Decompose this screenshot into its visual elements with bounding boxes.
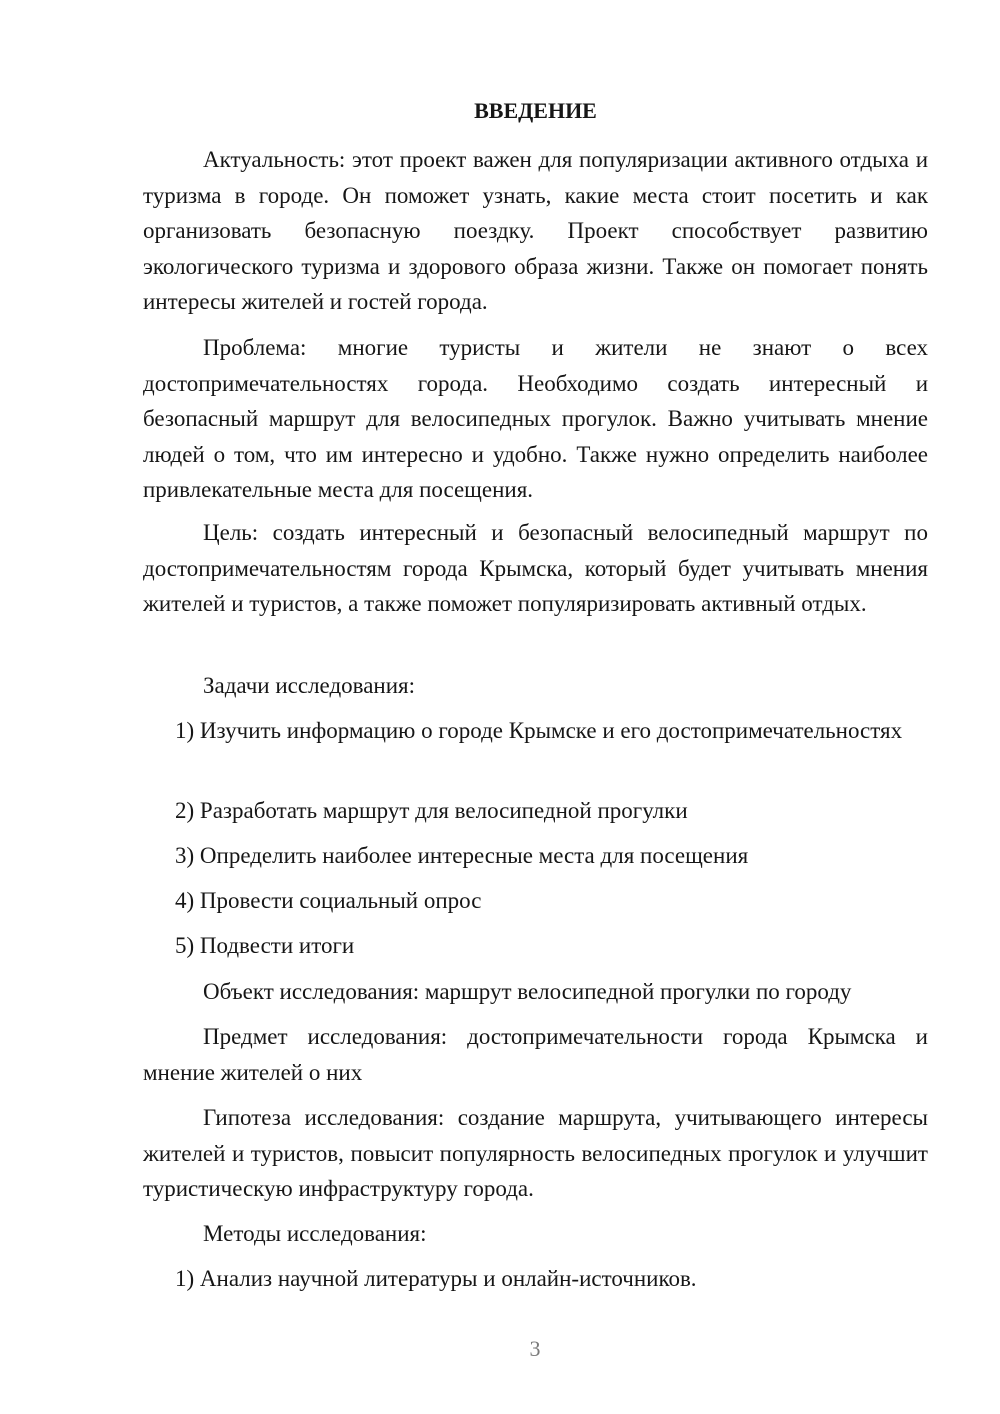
paragraph-relevance: Актуальность: этот проект важен для популяризации активного отдыха и туризма в городе. Он поможет узнать, какие места стоит посетить и как организовать безопасную поездку. Проект способствует развитию экологического туризма и здорового образа жизни. Также он помогает понять интересы жителей и гостей города. (143, 147, 928, 314)
method-item-1: 1) Анализ научной литературы и онлайн-источников. (175, 1266, 697, 1291)
task-item-3: 3) Определить наиболее интересные места для посещения (175, 843, 749, 868)
paragraph-subject: Предмет исследования: достопримечательности города Крымска и мнение жителей о них (143, 1024, 928, 1085)
task-item-1: 1) Изучить информацию о городе Крымске и его достопримечательностях (175, 718, 903, 743)
paragraph-problem: Проблема: многие туристы и жители не знают о всех достопримечательностях города. Необходимо создать интересный и безопасный маршрут для велосипедных прогулок. Важно учитывать мнение людей о том, что им интересно и удобно. Также нужно определить наиболее привлекательные места для посещения. (143, 335, 928, 502)
task-item-4: 4) Провести социальный опрос (175, 888, 482, 913)
paragraph-goal: Цель: создать интересный и безопасный велосипедный маршрут по достопримечательностям города Крымска, который будет учитывать мнения жителей и туристов, а также поможет популяризировать активный отдых. (143, 520, 928, 616)
task-item-2: 2) Разработать маршрут для велосипедной прогулки (175, 798, 688, 823)
paragraph-object: Объект исследования: маршрут велосипедной прогулки по городу (203, 979, 852, 1004)
paragraph-tasks-heading: Задачи исследования: (203, 673, 416, 698)
paragraph-methods-heading: Методы исследования: (203, 1221, 427, 1246)
section-title: ВВЕДЕНИЕ (474, 98, 597, 123)
task-item-5: 5) Подвести итоги (175, 933, 355, 958)
paragraph-hypothesis: Гипотеза исследования: создание маршрута, учитывающего интересы жителей и туристов, повысит популярность велосипедных прогулок и улучшит туристическую инфраструктуру города. (143, 1105, 928, 1201)
page-number: 3 (529, 1336, 541, 1361)
